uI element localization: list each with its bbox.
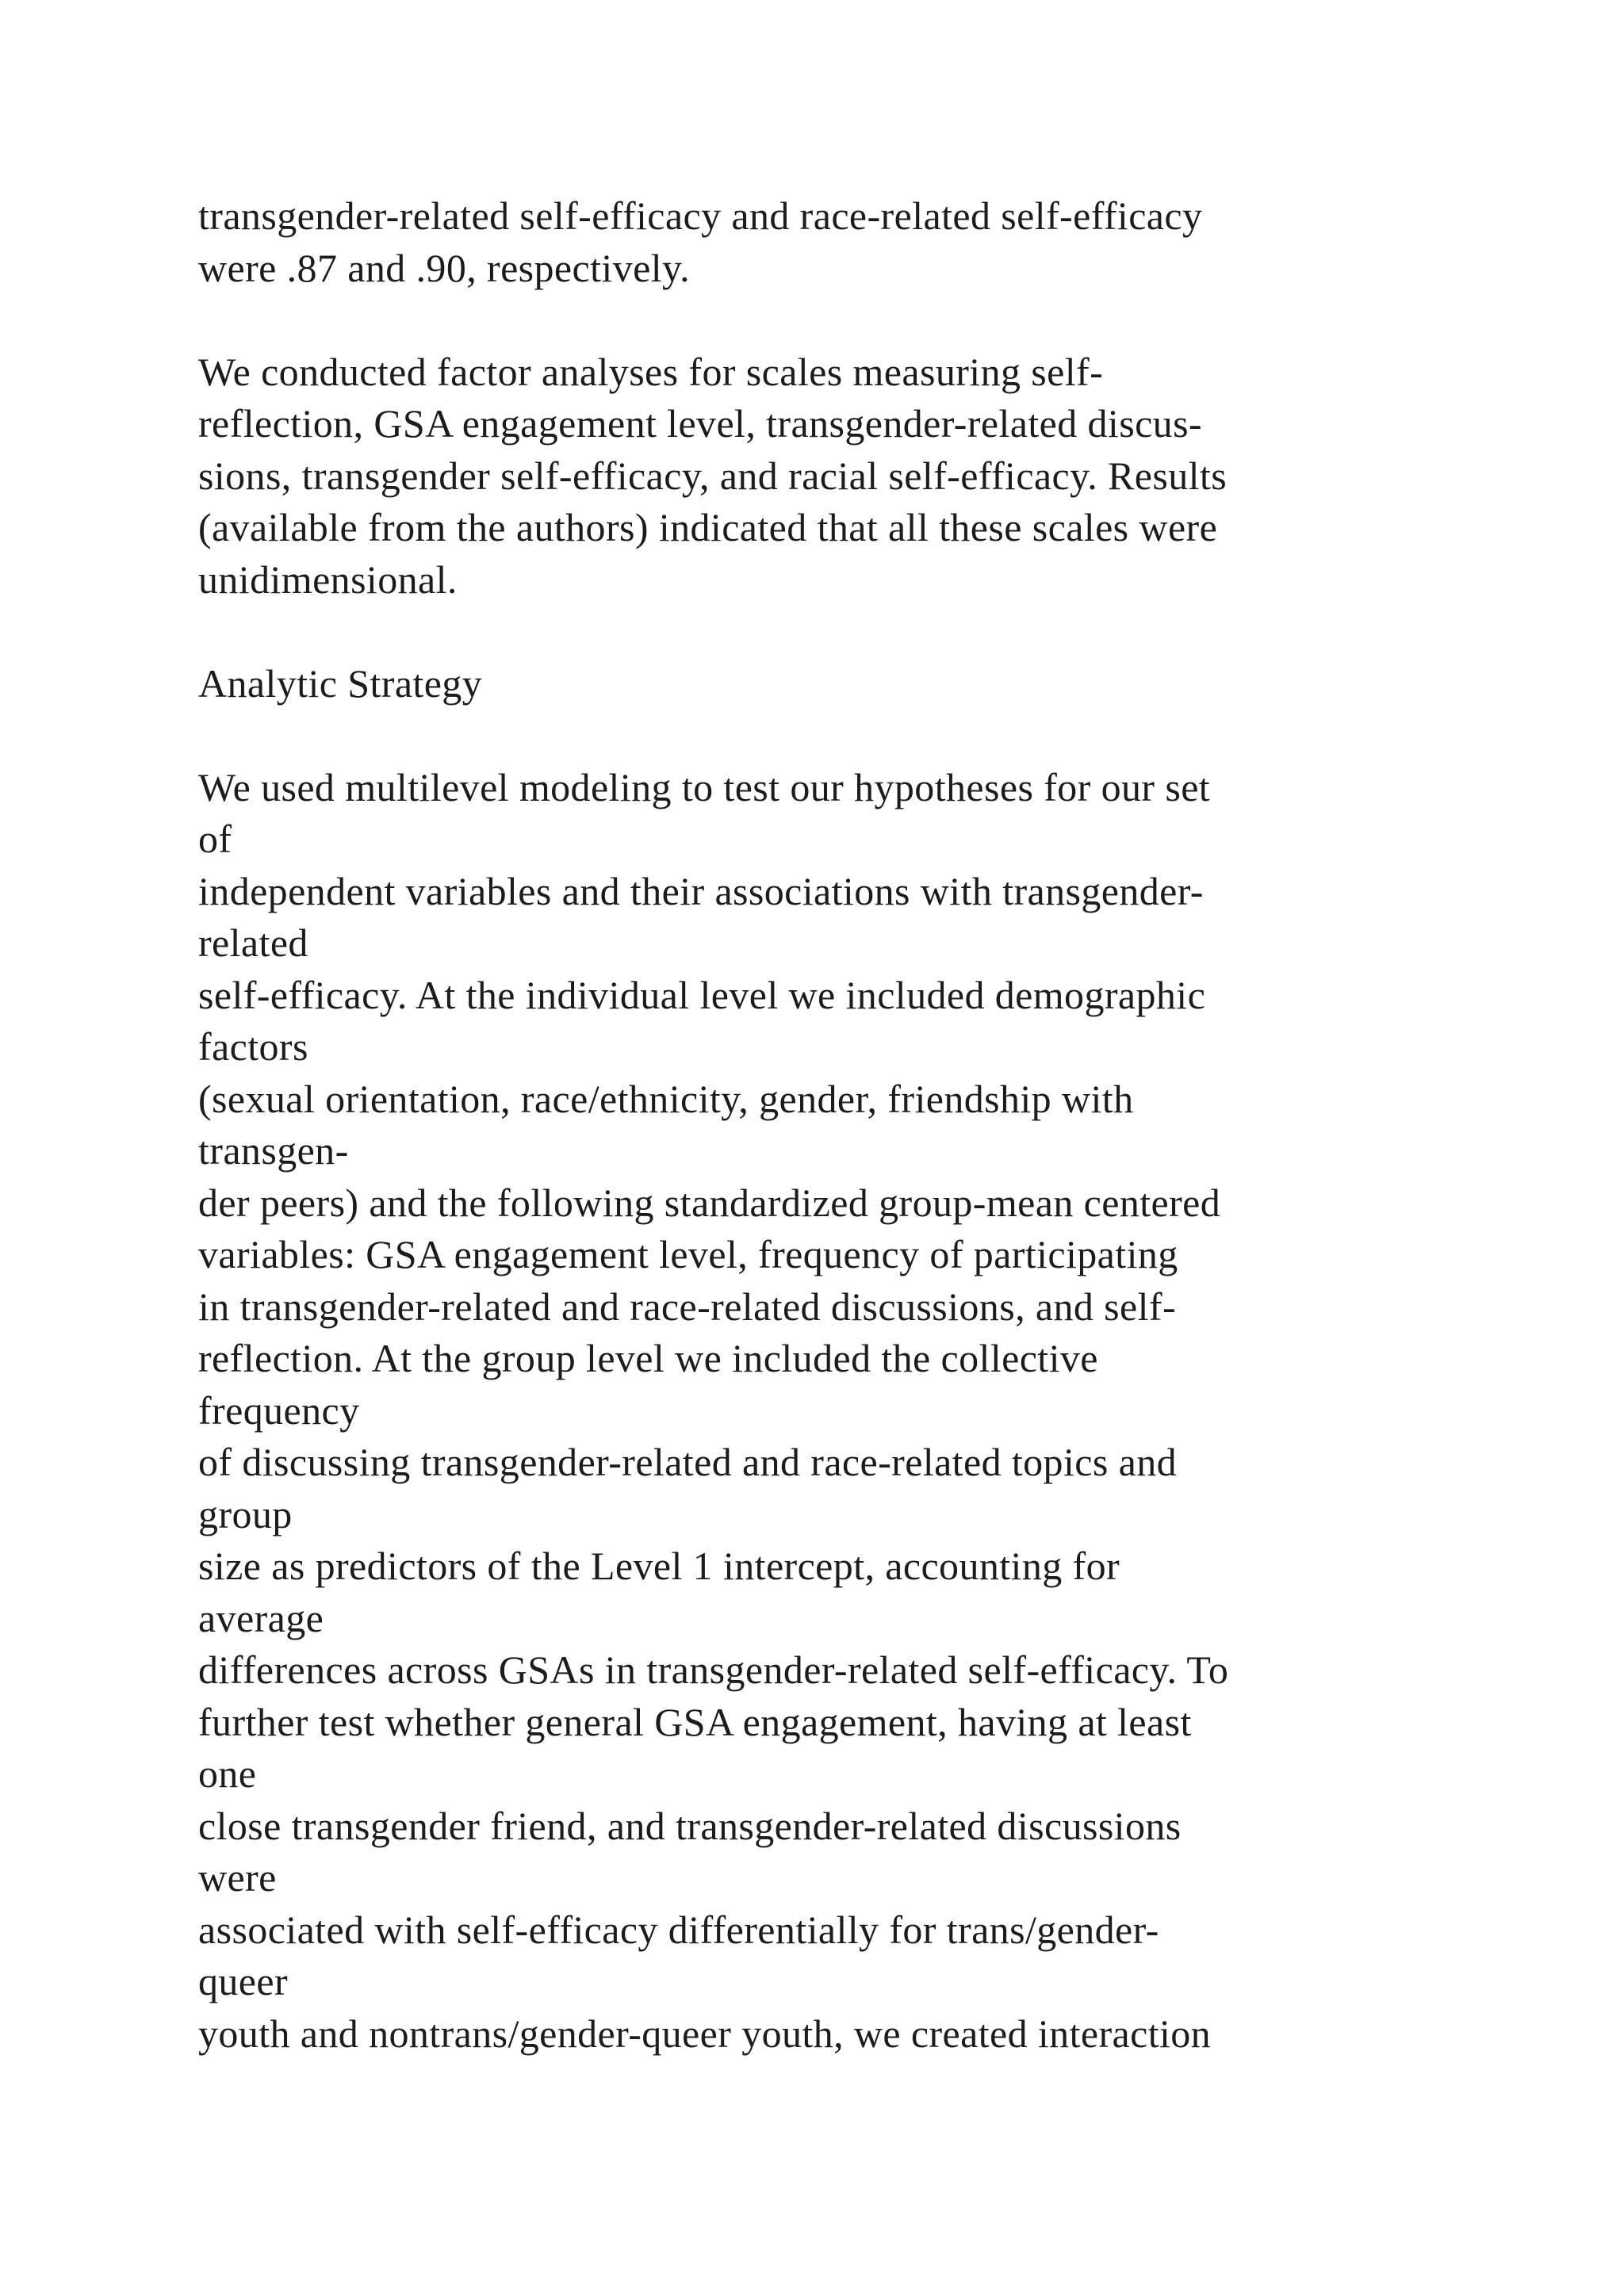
text-line: transgender-related self-efficacy and race-related self-efficacy	[198, 193, 1203, 238]
text-line: self-efficacy. At the individual level we included demographic	[198, 972, 1206, 1017]
text-line: of discussing transgender-related and race-related topics and	[198, 1440, 1177, 1484]
text-line: differences across GSAs in transgender-related self-efficacy. To	[198, 1647, 1229, 1692]
text-line: of	[198, 817, 232, 861]
text-line: close transgender friend, and transgender-related discussions	[198, 1803, 1182, 1848]
text-line: were	[198, 1855, 277, 1900]
text-line: youth and nontrans/gender-queer youth, we created interaction	[198, 2011, 1212, 2056]
paragraph-spacer	[198, 710, 1546, 762]
paragraph-spacer	[198, 606, 1546, 658]
text-line: queer	[198, 1959, 289, 2003]
text-line: (available from the authors) indicated that all these scales were	[198, 505, 1218, 549]
text-line: in transgender-related and race-related discussions, and self-	[198, 1284, 1177, 1329]
text-line: frequency	[198, 1387, 360, 1433]
text-line: group	[198, 1491, 293, 1536]
paragraph-spacer	[198, 294, 1546, 346]
body-text	[198, 190, 1546, 2060]
text-line: were .87 and .90, respectively.	[198, 245, 691, 290]
text-line: associated with self-efficacy differentially for trans/gender-	[198, 1907, 1159, 1952]
text-line: We used multilevel modeling to test our hypotheses for our set	[198, 764, 1211, 809]
section-heading: Analytic Strategy	[198, 660, 483, 706]
text-line: one	[198, 1751, 257, 1796]
paragraph-multilevel-modeling	[198, 762, 1546, 2061]
paragraph-reliability	[198, 190, 1546, 294]
paragraph-factor-analyses	[198, 346, 1546, 607]
text-line: We conducted factor analyses for scales measuring self-	[198, 349, 1104, 394]
text-line: reflection. At the group level we included the collective	[198, 1336, 1098, 1380]
text-line: der peers) and the following standardized group-mean centered	[198, 1180, 1221, 1225]
section-heading-analytic-strategy	[198, 658, 1546, 710]
text-line: independent variables and their associations with transgender-	[198, 868, 1204, 913]
text-line: factors	[198, 1024, 308, 1069]
text-line: unidimensional.	[198, 557, 458, 602]
text-line: further test whether general GSA engagement, having at least	[198, 1699, 1192, 1744]
text-line: size as predictors of the Level 1 intercept, accounting for	[198, 1544, 1120, 1588]
text-line: transgen-	[198, 1128, 349, 1173]
text-line: sions, transgender self-efficacy, and racial self-efficacy. Results	[198, 453, 1228, 498]
text-line: average	[198, 1595, 324, 1640]
text-line: variables: GSA engagement level, frequency of participating	[198, 1232, 1178, 1276]
text-line: (sexual orientation, race/ethnicity, gender, friendship with	[198, 1076, 1134, 1121]
text-line: related	[198, 920, 308, 965]
text-line: reflection, GSA engagement level, transgender-related discus-	[198, 401, 1202, 446]
